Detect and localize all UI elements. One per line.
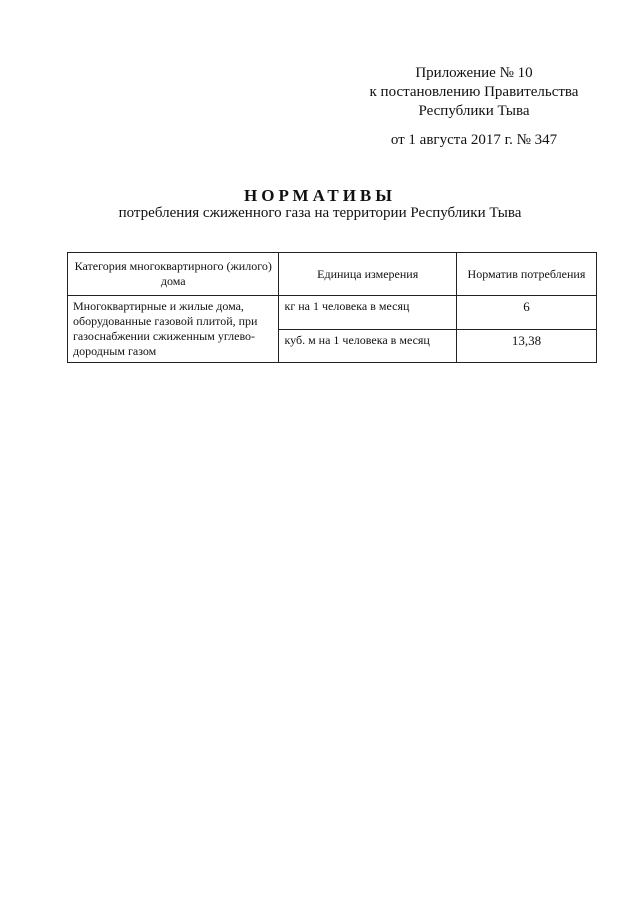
annex-reference: к постановлению Правительства xyxy=(369,84,579,100)
table-row xyxy=(68,296,597,330)
category-cell: Многоквартирные и жилые дома, оборудованные газовой плитой, при газоснабжении сжиженным углево-дородным газом xyxy=(68,296,279,363)
header-unit: Единица измерения xyxy=(279,253,456,296)
norm-cell: 6 xyxy=(456,296,596,330)
header-category: Категория многоквартирного (жилого) дома xyxy=(68,253,279,296)
header-norm: Норматив потребления xyxy=(456,253,596,296)
annex-region: Республики Тыва xyxy=(418,103,530,119)
unit-cell: куб. м на 1 человека в месяц xyxy=(279,329,456,363)
document-title: НОРМАТИВЫ xyxy=(244,186,396,205)
table-header-row xyxy=(68,253,597,296)
annex-date: от 1 августа 2017 г. № 347 xyxy=(390,132,558,148)
norms-table xyxy=(67,252,597,363)
unit-cell: кг на 1 человека в месяц xyxy=(279,296,456,330)
annex-header xyxy=(344,64,604,150)
document-subtitle: потребления сжиженного газа на территории Республики Тыва xyxy=(118,205,522,221)
norm-cell: 13,38 xyxy=(456,329,596,363)
annex-number: Приложение № 10 xyxy=(415,65,533,81)
